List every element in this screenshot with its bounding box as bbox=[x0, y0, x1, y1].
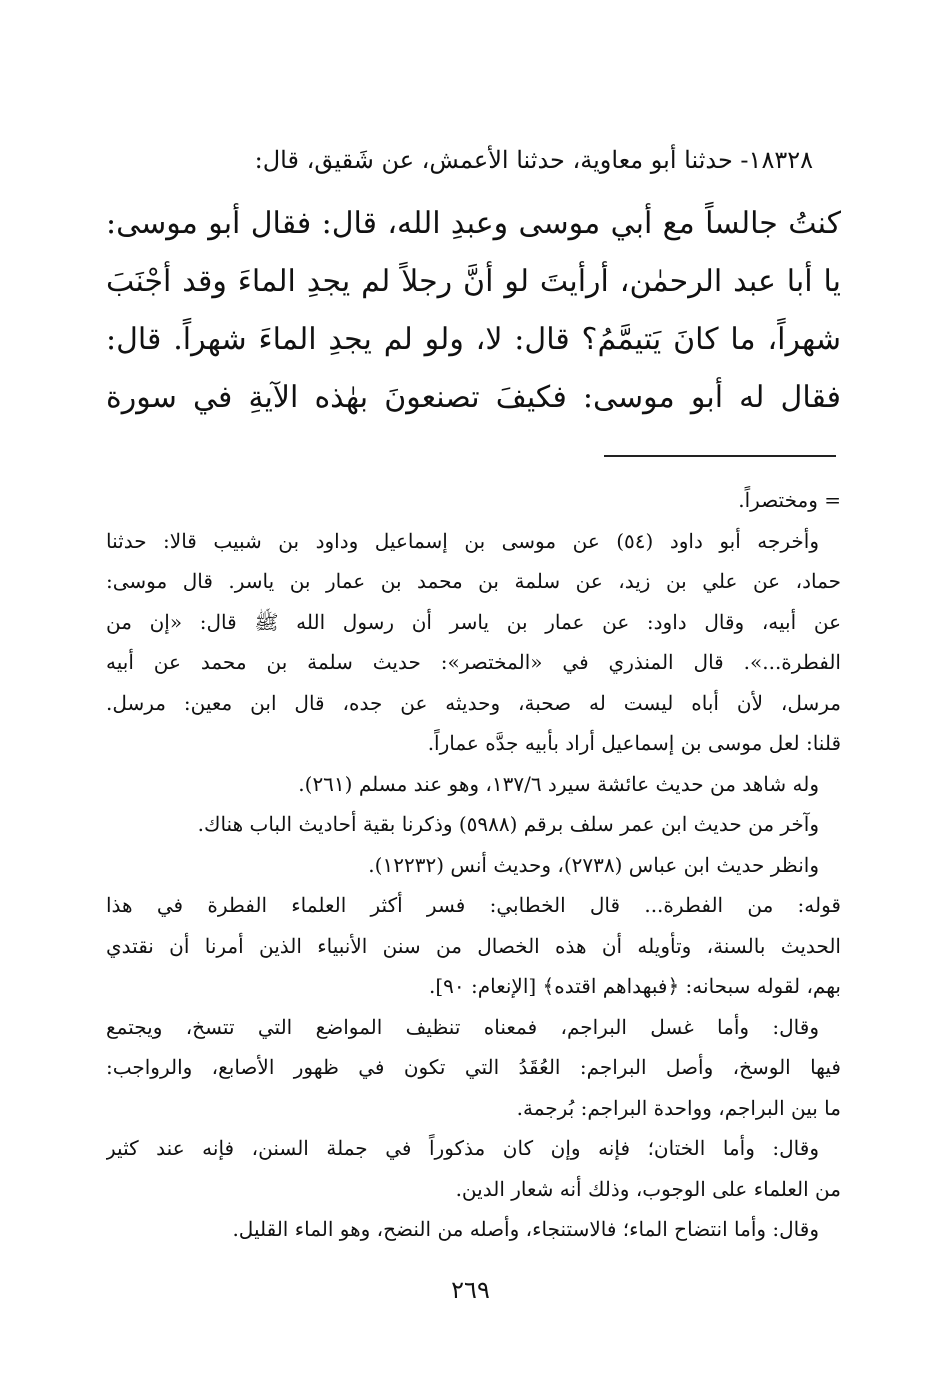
footnote-line: الحديث بالسنة، وتأويله أن هذه الخصال من سنن الأنبياء الذين أمرنا أن نقتدي bbox=[106, 933, 841, 958]
footnote-line: قوله: من الفطرة... قال الخطابي: فسر أكثر العلماء الفطرة في هذا bbox=[106, 893, 841, 917]
hadith-line: كنتُ جالساً مع أبي موسى وعبدِ الله، قال: فقال أبو موسى: bbox=[106, 206, 841, 241]
hadith-line: يا أبا عبد الرحمٰن، أرأيتَ لو أنَّ رجلاً لم يجدِ الماءَ وقد أجْنَبَ bbox=[106, 264, 841, 299]
hadith-text bbox=[106, 195, 841, 427]
footnote-line: وقال: وأما انتضاح الماء؛ فالاستنجاء، وأصله من النضح، وهو الماء القليل. bbox=[232, 1217, 819, 1241]
footnote-line: وقال: وأما الختان؛ فإنه وإن كان مذكوراً في جملة السنن، فإنه عند كثير bbox=[106, 1136, 819, 1160]
hadith-line: شهراً، ما كانَ يَتيمَّمُ؟ قال: لا، ولو لم يجدِ الماءَ شهراً. قال: bbox=[106, 322, 841, 357]
footnote-line: ما بين البراجم، وواحدة البراجم: بُرجمة. bbox=[516, 1095, 841, 1120]
hadith-line: فقال له أبو موسى: فكيفَ تصنعونَ بهٰذه الآيةِ في سورة bbox=[106, 380, 841, 415]
footnote-line: مرسل، لأن أباه ليست له صحبة، وحديثه عن جده، قال ابن معين: مرسل. bbox=[106, 690, 841, 715]
footnote-line: قلنا: لعل موسى بن إسماعيل أراد بأبيه جدَّه عماراً. bbox=[427, 731, 841, 755]
footnote-line: وآخر من حديث ابن عمر سلف برقم (٥٩٨٨) وذكرنا بقية أحاديث الباب هناك. bbox=[197, 812, 819, 836]
footnote-line: من العلماء على الوجوب، وذلك أنه شعار الدين. bbox=[455, 1176, 841, 1201]
page-number: ٢٦٩ bbox=[451, 1276, 490, 1304]
footnote-line: وانظر حديث ابن عباس (٢٧٣٨)، وحديث أنس (١٢٢٣٢). bbox=[368, 852, 819, 877]
footnotes bbox=[106, 480, 841, 1250]
footnote-line: فيها الوسخ، وأصل البراجم: العُقَدُ التي تكون في ظهور الأصابع، والرواجب: bbox=[106, 1055, 841, 1079]
footnote-line: بهم، لقوله سبحانه: ﴿فبهداهم اقتده﴾ [الإنعام: ٩٠]. bbox=[428, 974, 841, 998]
footnote-line: وله شاهد من حديث عائشة سيرد ١٣٧/٦، وهو عند مسلم (٢٦١). bbox=[298, 771, 819, 796]
footnote-divider bbox=[604, 455, 836, 457]
footnote-line: = ومختصراً. bbox=[738, 488, 841, 512]
footnote-line: الفطرة...». قال المنذري في «المختصر»: حديث سلمة بن محمد عن أبيه bbox=[106, 650, 841, 674]
footnote-line: وأخرجه أبو داود (٥٤) عن موسى بن إسماعيل وداود بن شبيب قالا: حدثنا bbox=[106, 528, 819, 553]
hadith-header: ١٨٣٢٨- حدثنا أبو معاوية، حدثنا الأعمش، عن شَقيق، قال: bbox=[254, 146, 813, 174]
footnote-line: عن أبيه، وقال داود: عن عمار بن ياسر أن رسول الله ﷺ قال: «إن من bbox=[106, 609, 841, 634]
footnote-line: وقال: وأما غسل البراجم، فمعناه تنظيف المواضع التي تتسخ، ويجتمع bbox=[106, 1014, 819, 1039]
footnote-line: حماد، عن علي بن زيد، عن سلمة بن محمد بن عمار بن ياسر. قال موسى: bbox=[106, 569, 841, 593]
